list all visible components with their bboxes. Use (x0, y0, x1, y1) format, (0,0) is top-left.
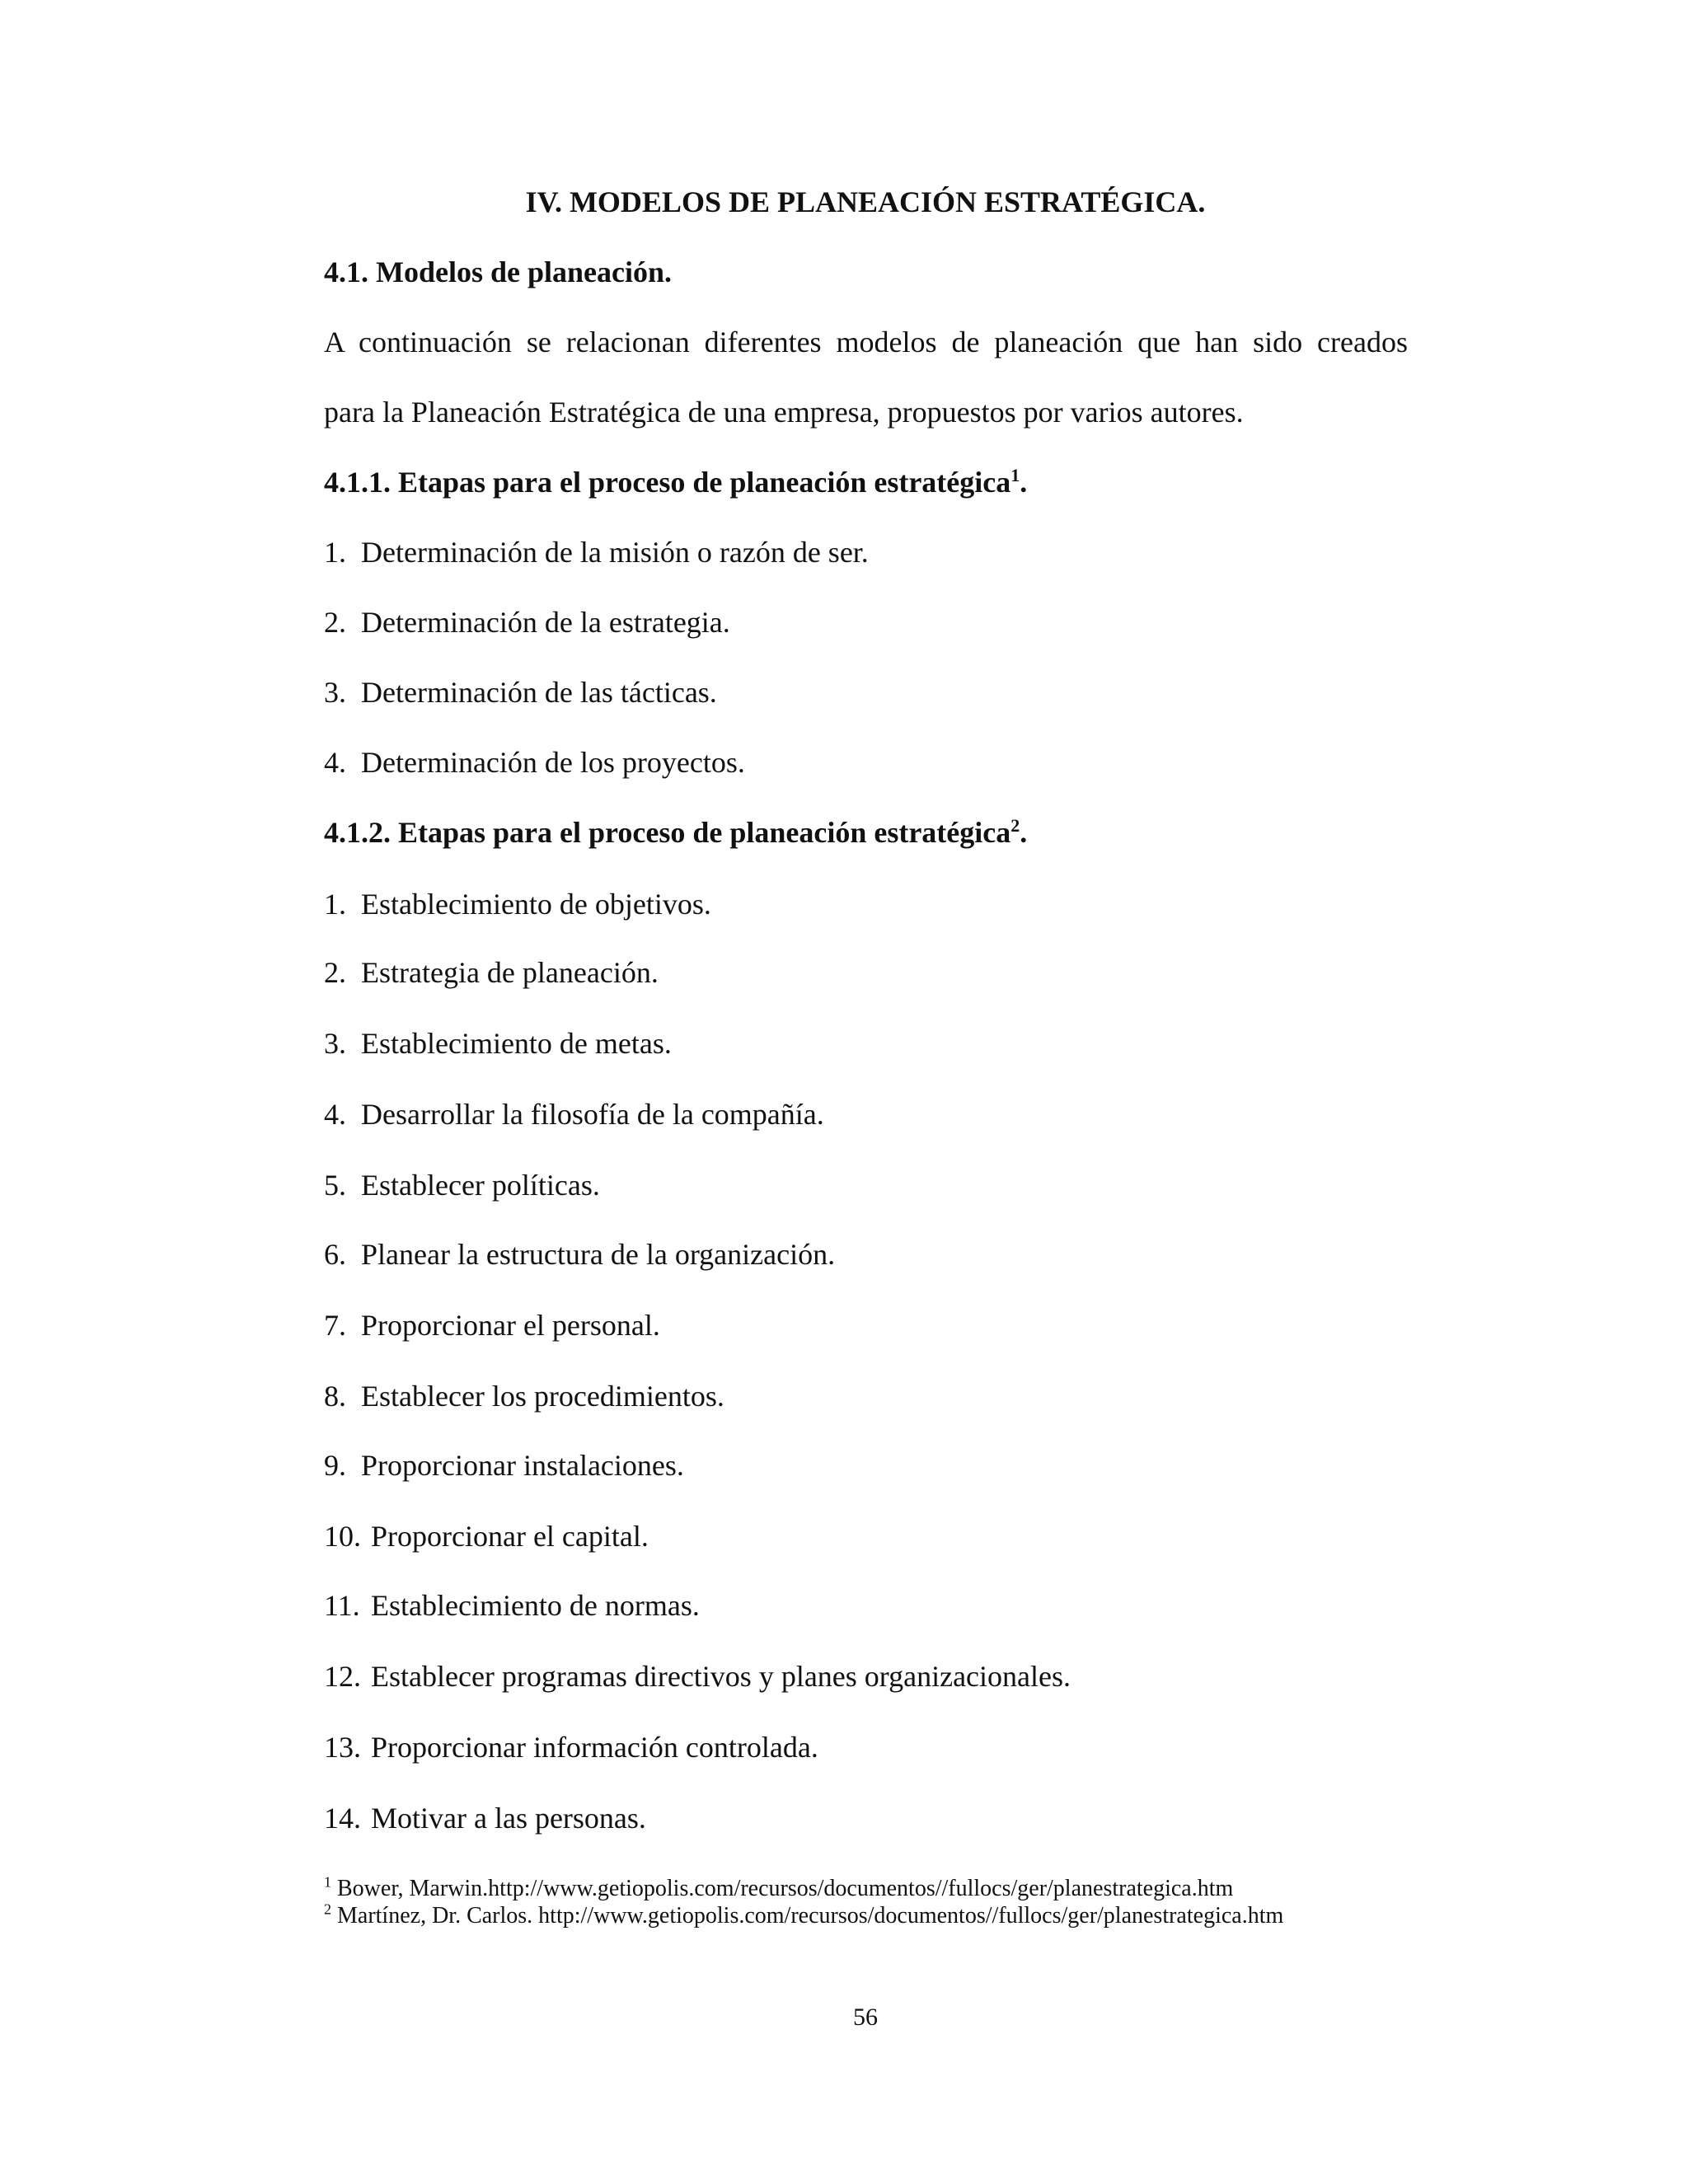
list-item-text: Proporcionar el personal. (361, 1309, 660, 1342)
list-item-number: 14. (324, 1802, 361, 1835)
footnote-ref-1: 1 (1010, 465, 1020, 485)
intro-paragraph-line-1: A continuación se relacionan diferentes modelos de planeación que han sido creados (324, 326, 1408, 359)
list-item-number: 4. (324, 1098, 346, 1131)
list-item-text: Determinación de las tácticas. (361, 676, 717, 709)
list-item-number: 9. (324, 1449, 346, 1482)
list-item-number: 11. (324, 1589, 360, 1622)
intro-paragraph-line-2: para la Planeación Estratégica de una empresa, propuestos por varios autores. (324, 396, 1244, 429)
footnote-marker: 2 (324, 1900, 331, 1918)
list-item (324, 1727, 818, 1768)
list-item-text: Establecimiento de metas. (361, 1027, 672, 1060)
list-item-text: Proporcionar información controlada. (371, 1731, 818, 1764)
footnote-text: Bower, Marwin.http://www.getiopolis.com/recursos/documentos//fullocs/ger/planestrategica.htm (337, 1876, 1234, 1901)
list-item-number: 2. (324, 606, 346, 639)
list-item-text: Establecer programas directivos y planes organizacionales. (371, 1660, 1071, 1693)
list-item (324, 532, 869, 573)
list-item-number: 1. (324, 536, 346, 569)
list-item-text: Proporcionar el capital. (371, 1520, 649, 1553)
list-item-number: 4. (324, 746, 346, 779)
list-item-text: Proporcionar instalaciones. (361, 1449, 684, 1482)
list-item-number: 5. (324, 1169, 346, 1202)
section-heading-4-1-1-text: 4.1.1. Etapas para el proceso de planeación estratégica (324, 466, 1011, 499)
list-item-text: Establecer los procedimientos. (361, 1380, 724, 1413)
list-item-text: Estrategia de planeación. (361, 956, 659, 989)
list-item-number: 8. (324, 1380, 346, 1413)
list-item (324, 1376, 724, 1417)
list-item (324, 1585, 700, 1626)
list-item-text: Determinación de los proyectos. (361, 746, 745, 779)
list-item-number: 10. (324, 1520, 361, 1553)
footnote-1 (324, 1875, 1233, 1903)
footnote-ref-2: 2 (1010, 815, 1020, 836)
list-item (324, 1516, 649, 1557)
list-item (324, 1656, 1071, 1697)
list-item-number: 13. (324, 1731, 361, 1764)
list-item (324, 1445, 684, 1486)
list-item-number: 1. (324, 888, 346, 921)
footnote-2 (324, 1902, 1283, 1930)
list-item-number: 6. (324, 1238, 346, 1271)
section-heading-4-1-2 (324, 812, 1027, 853)
list-item-text: Establecimiento de objetivos. (361, 888, 711, 921)
footnote-marker: 1 (324, 1873, 331, 1891)
list-item-text: Desarrollar la filosofía de la compañía. (361, 1098, 824, 1131)
list-item-number: 3. (324, 676, 346, 709)
list-item-text: Planear la estructura de la organización. (361, 1238, 836, 1271)
list-item (324, 1234, 835, 1275)
list-item (324, 883, 711, 925)
list-item (324, 1094, 824, 1135)
footnote-text: Martínez, Dr. Carlos. http://www.getiopolis.com/recursos/documentos//fullocs/ger/planestrategica.htm (337, 1903, 1284, 1929)
chapter-title: IV. MODELOS DE PLANEACIÓN ESTRATÉGICA. (525, 185, 1206, 218)
list-item-number: 3. (324, 1027, 346, 1060)
section-heading-4-1-2-end: . (1020, 816, 1028, 849)
list-item (324, 952, 659, 993)
list-item (324, 1797, 646, 1839)
list-item-text: Establecer políticas. (361, 1169, 600, 1202)
section-heading-4-1-2-text: 4.1.2. Etapas para el proceso de planeación estratégica (324, 816, 1011, 849)
list-item (324, 602, 730, 643)
section-heading-4-1: 4.1. Modelos de planeación. (324, 255, 673, 288)
section-heading-4-1-1 (324, 462, 1027, 503)
list-item (324, 672, 717, 713)
list-item-number: 2. (324, 956, 346, 989)
list-item (324, 1165, 600, 1206)
page-number: 56 (853, 2004, 878, 2031)
list-item-text: Motivar a las personas. (371, 1802, 646, 1835)
list-item (324, 1023, 672, 1064)
list-item-text: Determinación de la estrategia. (361, 606, 730, 639)
list-item-number: 12. (324, 1660, 361, 1693)
list-item-text: Determinación de la misión o razón de ser. (361, 536, 869, 569)
section-heading-4-1-1-end: . (1020, 466, 1028, 499)
list-item (324, 742, 745, 783)
list-item-number: 7. (324, 1309, 346, 1342)
list-item (324, 1305, 660, 1346)
list-item-text: Establecimiento de normas. (371, 1589, 700, 1622)
